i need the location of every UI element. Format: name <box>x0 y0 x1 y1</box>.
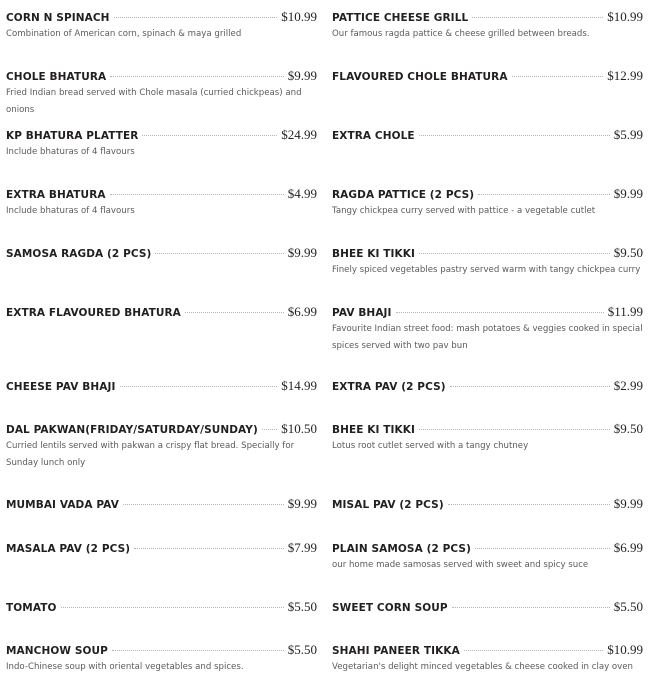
menu-item <box>6 378 317 394</box>
menu-item-header <box>6 304 317 320</box>
menu-item-price: $9.99 <box>287 68 317 83</box>
menu-item-price: $11.99 <box>607 304 643 319</box>
dotted-leader <box>512 76 604 77</box>
menu-item-price: $9.99 <box>613 186 643 201</box>
menu-item <box>6 496 317 512</box>
dotted-leader <box>120 386 278 387</box>
menu-item-name: CHOLE BHATURA <box>6 71 107 83</box>
dotted-leader <box>110 76 284 77</box>
menu-item-header <box>332 245 643 261</box>
menu-item-name: EXTRA FLAVOURED BHATURA <box>6 307 181 319</box>
menu-item-header <box>332 186 643 202</box>
menu-item <box>6 127 317 161</box>
menu-item-name: CORN N SPINACH <box>6 12 110 24</box>
dotted-leader <box>262 429 277 430</box>
dotted-leader <box>419 135 610 136</box>
menu-item-header <box>6 642 317 658</box>
menu-item <box>6 599 317 615</box>
menu-item-price: $7.99 <box>287 540 317 555</box>
dotted-leader <box>419 253 610 254</box>
menu-item-description: Combination of American corn, spinach & maya grilled <box>6 29 242 39</box>
menu-item-description: Include bhaturas of 4 flavours <box>6 147 135 157</box>
menu-item-name: MUMBAI VADA PAV <box>6 499 119 511</box>
menu-item-name: MASALA PAV (2 PCS) <box>6 543 131 555</box>
menu-item-header <box>332 378 643 394</box>
menu-item-price: $2.99 <box>613 378 643 393</box>
menu-item-header <box>332 127 643 143</box>
menu-item-header <box>6 496 317 512</box>
dotted-leader <box>478 194 610 195</box>
menu-item <box>6 245 317 261</box>
menu-item-price: $10.99 <box>607 642 643 657</box>
menu-item <box>6 9 317 43</box>
menu-item <box>6 186 317 220</box>
dotted-leader <box>61 607 284 608</box>
menu-item-price: $5.99 <box>613 127 643 142</box>
menu-item-name: TOMATO <box>6 602 57 614</box>
menu-item-name: MISAL PAV (2 PCS) <box>332 499 444 511</box>
menu-item <box>332 496 643 512</box>
dotted-leader <box>475 548 610 549</box>
menu-item-description: Lotus root cutlet served with a tangy chutney <box>332 441 529 451</box>
menu-item-header <box>332 9 643 25</box>
menu-item-header <box>6 68 317 84</box>
menu-item-description: Curried lentils served with pakwan a crispy flat bread. Specially for Sunday lunch only <box>6 441 295 468</box>
menu-item <box>332 127 643 143</box>
menu-item-price: $24.99 <box>281 127 317 142</box>
dotted-leader <box>114 17 278 18</box>
menu-item-price: $4.99 <box>287 186 317 201</box>
menu-item-price: $9.99 <box>613 496 643 511</box>
menu-item-name: EXTRA PAV (2 PCS) <box>332 381 446 393</box>
menu-item <box>332 9 643 43</box>
menu-item <box>6 304 317 320</box>
menu-item-price: $9.99 <box>287 245 317 260</box>
menu-item-price: $10.99 <box>281 9 317 24</box>
menu-item-header <box>332 68 643 84</box>
menu-item-description: Fried Indian bread served with Chole masala (curried chickpeas) and onions <box>6 88 302 115</box>
menu-item-header <box>6 9 317 25</box>
menu-item-price: $6.99 <box>613 540 643 555</box>
menu-item <box>332 68 643 84</box>
menu-item-description: Include bhaturas of 4 flavours <box>6 206 135 216</box>
menu-item <box>6 421 317 472</box>
menu-item-price: $5.50 <box>287 599 317 614</box>
menu-item <box>332 642 643 676</box>
menu-item-header <box>6 378 317 394</box>
menu-item <box>332 421 643 455</box>
menu-item <box>332 540 643 574</box>
menu-item-price: $5.50 <box>613 599 643 614</box>
menu-item-name: PAV BHAJI <box>332 307 392 319</box>
menu-item <box>332 186 643 220</box>
menu-item-name: PATTICE CHEESE GRILL <box>332 12 469 24</box>
menu-item-header <box>6 245 317 261</box>
menu-item-header <box>332 540 643 556</box>
menu-item-name: SHAHI PANEER TIKKA <box>332 645 460 657</box>
dotted-leader <box>472 17 603 18</box>
dotted-leader <box>142 135 277 136</box>
menu-item-name: FLAVOURED CHOLE BHATURA <box>332 71 508 83</box>
menu-item-description: Our famous ragda pattice & cheese grilled between breads. <box>332 29 590 39</box>
menu-item <box>332 378 643 394</box>
menu-item-description: our home made samosas served with sweet and spicy suce <box>332 560 589 570</box>
menu-item <box>332 304 643 355</box>
menu-item-price: $9.50 <box>613 421 643 436</box>
dotted-leader <box>185 312 284 313</box>
dotted-leader <box>155 253 283 254</box>
dotted-leader <box>419 429 610 430</box>
menu-item-name: EXTRA BHATURA <box>6 189 106 201</box>
dotted-leader <box>448 504 610 505</box>
dotted-leader <box>450 386 610 387</box>
dotted-leader <box>123 504 284 505</box>
dotted-leader <box>112 650 284 651</box>
menu-item-header <box>6 186 317 202</box>
menu-item-header <box>332 599 643 615</box>
dotted-leader <box>452 607 610 608</box>
menu-item-name: MANCHOW SOUP <box>6 645 108 657</box>
dotted-leader <box>396 312 604 313</box>
menu-item-header <box>332 304 643 320</box>
menu-item-price: $12.99 <box>607 68 643 83</box>
menu-item-header <box>6 540 317 556</box>
menu-item-price: $10.50 <box>281 421 317 436</box>
menu-item-name: BHEE KI TIKKI <box>332 424 416 436</box>
menu-item-description: Indo-Chinese soup with oriental vegetables and spices. <box>6 662 244 672</box>
menu-item-description: Tangy chickpea curry served with pattice - a vegetable cutlet <box>332 206 596 216</box>
menu-item-price: $14.99 <box>281 378 317 393</box>
menu-item-price: $10.99 <box>607 9 643 24</box>
menu-item-header <box>332 642 643 658</box>
dotted-leader <box>134 548 284 549</box>
menu-item-name: KP BHATURA PLATTER <box>6 130 139 142</box>
menu-item-header <box>332 496 643 512</box>
menu-item <box>6 68 317 119</box>
menu-item-header <box>6 421 317 437</box>
menu-item-price: $5.50 <box>287 642 317 657</box>
dotted-leader <box>110 194 284 195</box>
menu-item-header <box>332 421 643 437</box>
menu-item-description: Finely spiced vegetables pastry served warm with tangy chickpea curry <box>332 265 641 275</box>
menu-item-price: $6.99 <box>287 304 317 319</box>
menu-item-header <box>6 599 317 615</box>
menu-item <box>332 599 643 615</box>
menu-item-name: PLAIN SAMOSA (2 PCS) <box>332 543 471 555</box>
menu-item-name: RAGDA PATTICE (2 PCS) <box>332 189 475 201</box>
menu-item-name: EXTRA CHOLE <box>332 130 415 142</box>
menu-item-header <box>6 127 317 143</box>
menu-item <box>6 642 317 676</box>
menu-item-description: Favourite Indian street food: mash potatoes & veggies cooked in special spices served with two pav bun <box>332 324 643 351</box>
menu-item-name: SWEET CORN SOUP <box>332 602 448 614</box>
menu-item-name: SAMOSA RAGDA (2 PCS) <box>6 248 152 260</box>
menu-item <box>6 540 317 556</box>
menu-item-price: $9.50 <box>613 245 643 260</box>
dotted-leader <box>464 650 603 651</box>
menu-item-price: $9.99 <box>287 496 317 511</box>
menu-item-description: Vegetarian's delight minced vegetables & cheese cooked in clay oven <box>332 662 633 672</box>
menu-item <box>332 245 643 279</box>
menu-item-name: BHEE KI TIKKI <box>332 248 416 260</box>
menu-item-name: CHEESE PAV BHAJI <box>6 381 116 393</box>
menu-item-name: DAL PAKWAN(FRIDAY/SATURDAY/SUNDAY) <box>6 424 258 436</box>
